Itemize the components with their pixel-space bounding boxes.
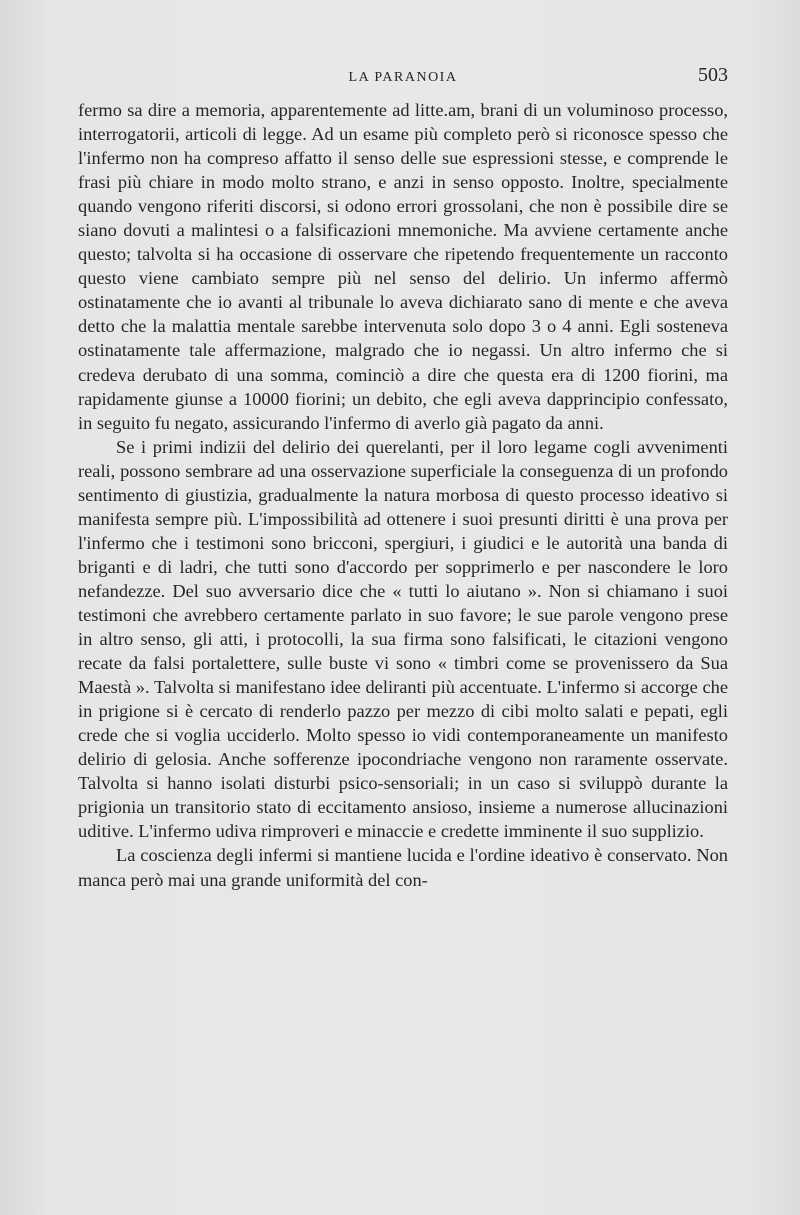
- running-header: [78, 64, 728, 90]
- paragraph: Se i primi indizii del delirio dei querelanti, per il loro legame cogli avvenimenti reali, possono sembrare ad una osservazione superficiale la conseguenza di un profondo sentimento di giustizia, gradualmente la natura morbosa di questo processo ideativo si manifesta sempre più. L'impossibilità ad ottenere i suoi presunti diritti è una prova per l'infermo che i testimoni sono bricconi, spergiuri, i giudici e le autorità una banda di briganti e di ladri, che tutti sono d'accordo per sopprimerlo e per nascondere le loro nefandezze. Del suo avversario dice che « tutti lo aiutano ». Non si chiamano i suoi testimoni che avrebbero certamente parlato in suo favore; le sue parole vengono prese in altro senso, gli atti, i protocolli, la sua firma sono falsificati, le citazioni vengono recate da falsi portalettere, sulle buste vi sono « timbri come se provenissero da Sua Maestà ». Talvolta si manifestano idee deliranti più accentuate. L'infermo si accorge che in prigione si è cercato di renderlo pazzo per mezzo di cibi molto salati e pepati, egli crede che si voglia ucciderlo. Molto spesso io vidi contemporaneamente un manifesto delirio di gelosia. Anche sofferenze ipocondriache vengono non raramente osservate. Talvolta si hanno isolati disturbi psico-sensoriali; in un caso si sviluppò durante la prigionia un transitorio stato di eccitamento ansioso, insieme a numerose allucinazioni uditive. L'infermo udiva rimproveri e minaccie e credette imminente il suo supplizio.: [78, 436, 728, 842]
- running-title: LA PARANOIA: [348, 70, 458, 85]
- page-number: 503: [698, 64, 728, 86]
- body-text: [78, 98, 728, 892]
- paragraph: La coscienza degli infermi si mantiene lucida e l'ordine ideativo è conservato. Non manca però mai una grande uniformità del con-: [78, 845, 728, 890]
- paragraph-continued: fermo sa dire a memoria, apparentemente ad litte.am, brani di un voluminoso processo, interrogatorii, articoli di legge. Ad un esame più completo però si riconosce spesso che l'infermo non ha compreso affatto il senso delle sue espressioni stesse, e comprende le frasi più chiare in modo molto strano, e anzi in senso opposto. Inoltre, specialmente quando vengono riferiti discorsi, si odono errori grossolani, che non è possibile dire se siano dovuti a malintesi o a falsificazioni mnemoniche. Ma avviene certamente anche questo; talvolta si ha occasione di osservare che ripetendo frequentemente un racconto questo viene cambiato sempre più nel senso del delirio. Un infermo affermò ostinatamente che io avanti al tribunale lo aveva dichiarato sano di mente e che aveva detto che la malattia mentale sarebbe intervenuta solo dopo 3 o 4 anni. Egli sosteneva ostinatamente tale affermazione, malgrado che io negassi. Un altro infermo che si credeva derubato di una somma, cominciò a dire che questa era di 1200 fiorini, ma rapidamente giunse a 10000 fiorini; un debito, che egli aveva dapprincipio confessato, in seguito fu negato, assicurando l'infermo di averlo già pagato da anni.: [78, 100, 728, 433]
